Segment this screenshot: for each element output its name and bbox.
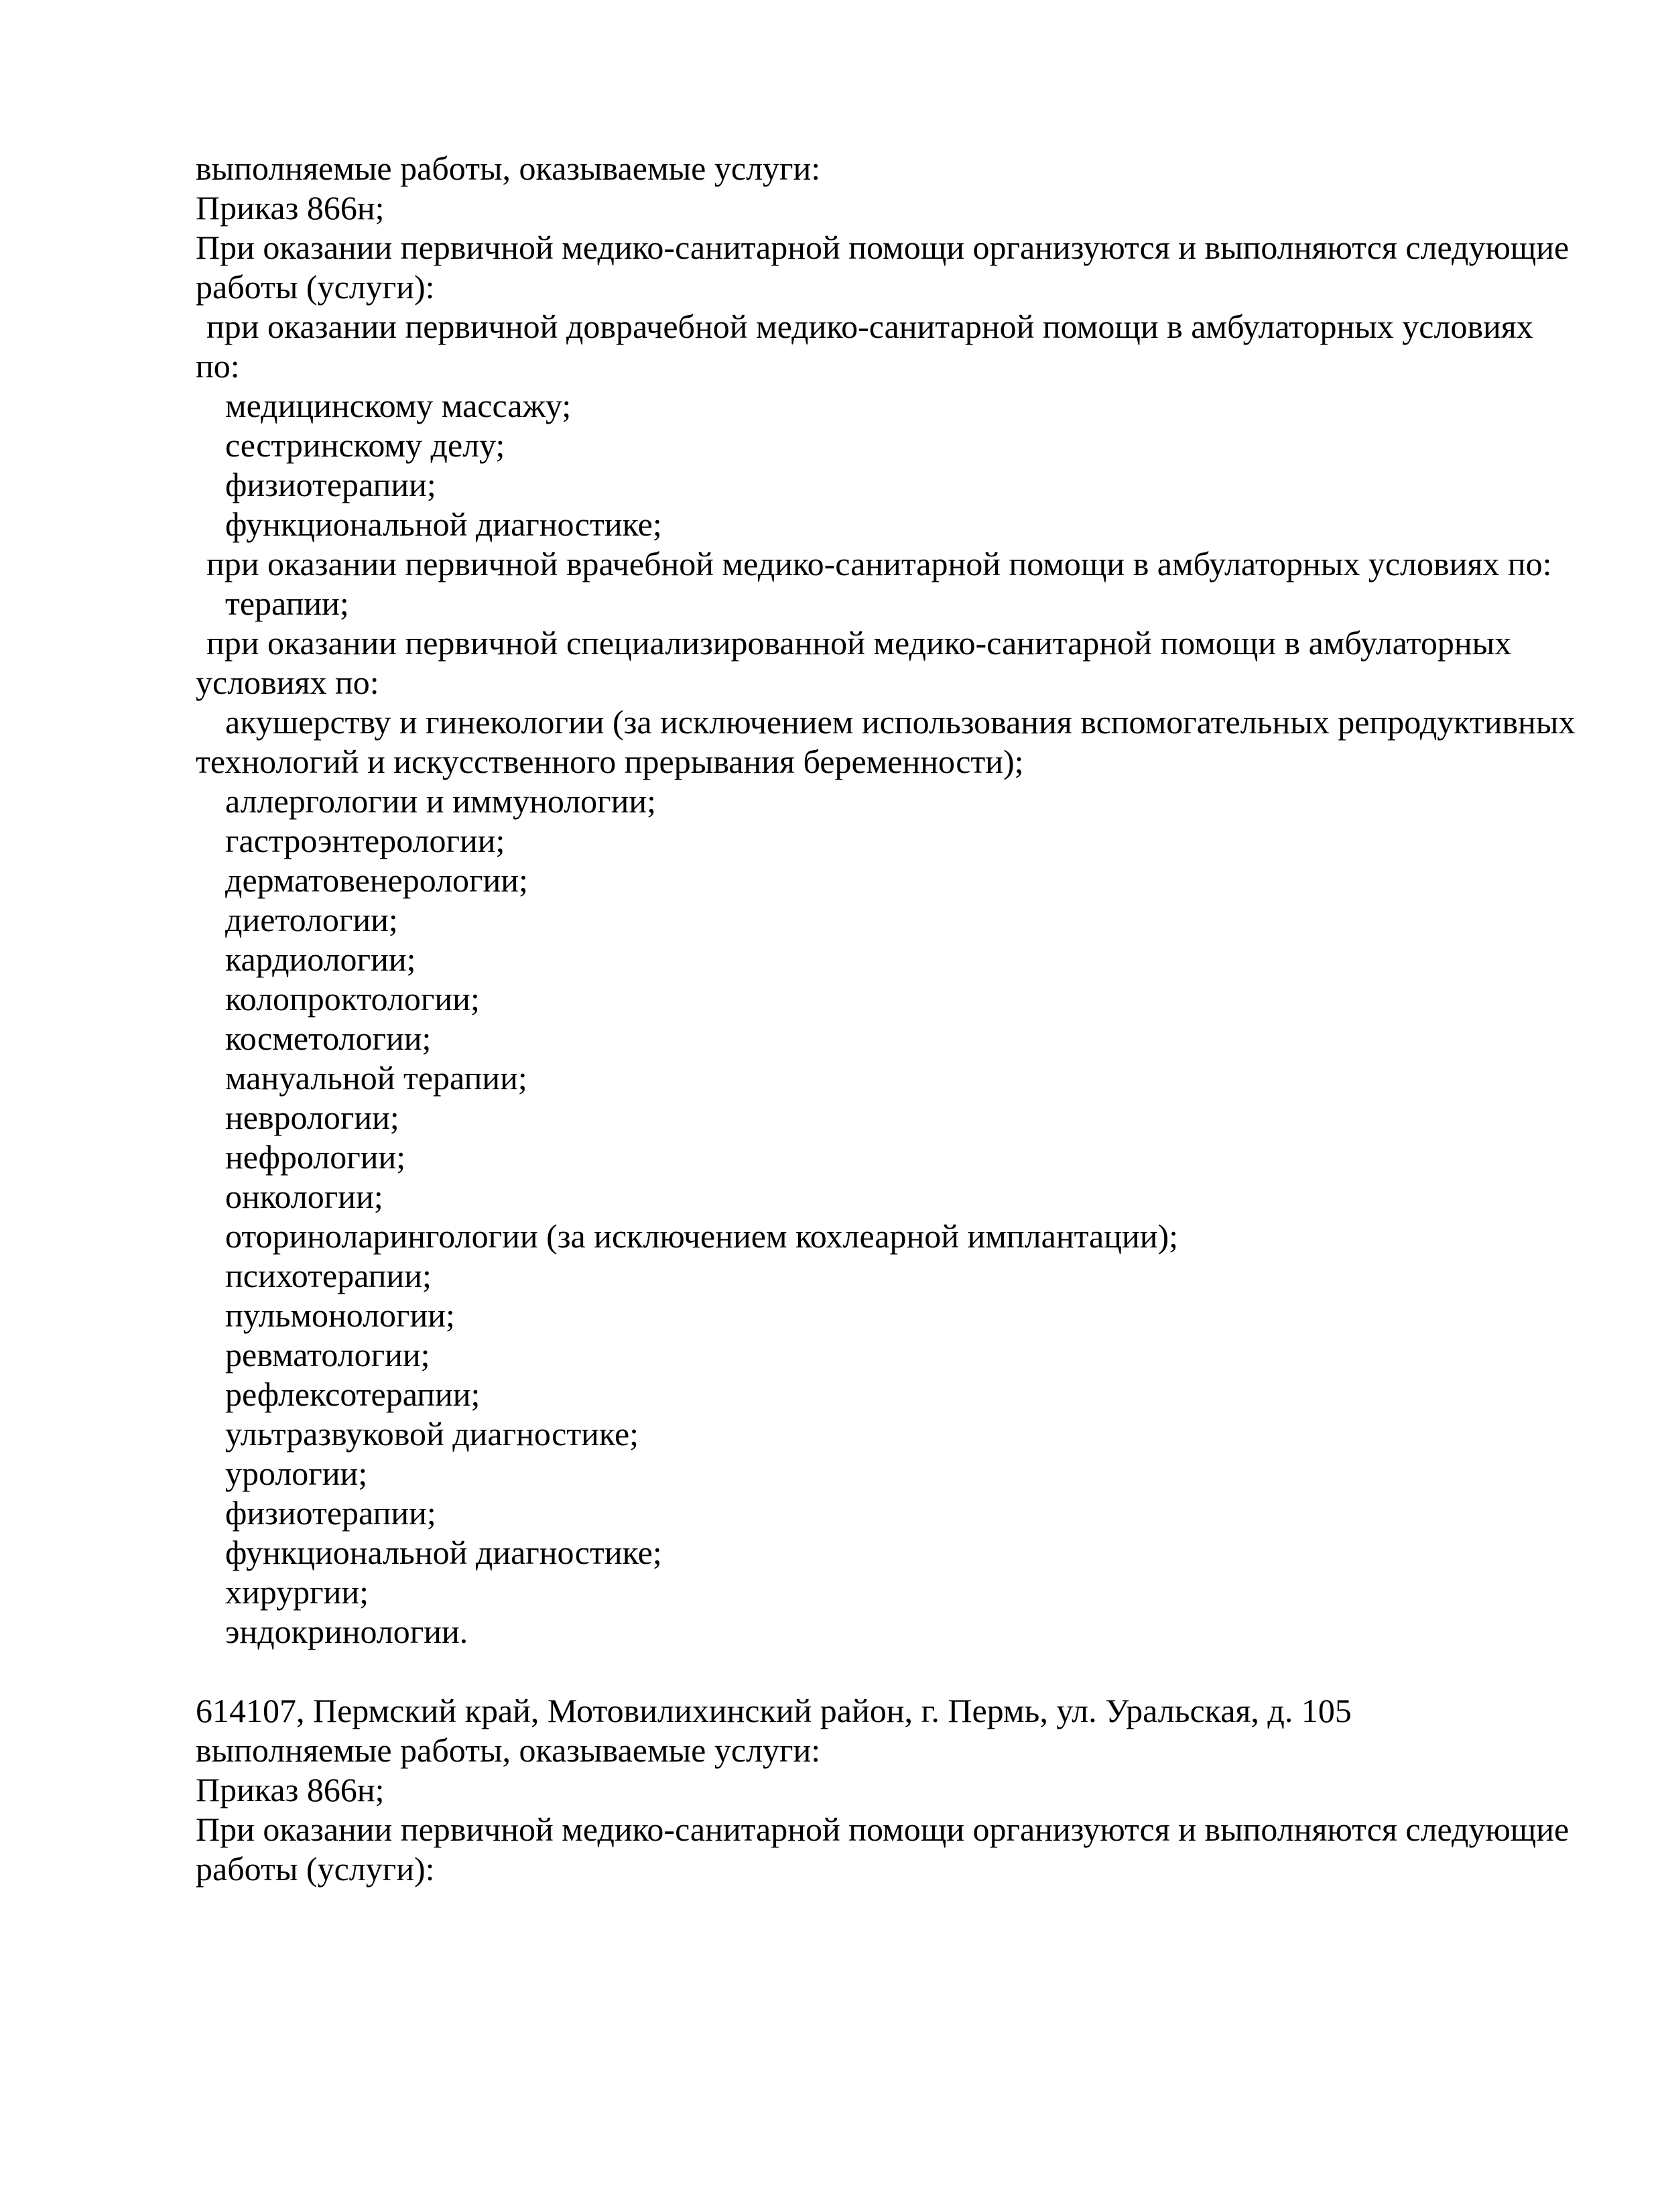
document-line: работы (услуги): — [196, 268, 435, 306]
document-line: гастроэнтерологии; — [225, 822, 505, 859]
document-line: онкологии; — [225, 1178, 383, 1215]
document-line: пульмонологии; — [225, 1296, 455, 1334]
document-line: Приказ 866н; — [196, 189, 385, 227]
document-line: колопроктологии; — [225, 980, 480, 1018]
document-line: аллергологии и иммунологии; — [225, 782, 657, 820]
document-line: выполняемые работы, оказываемые услуги: — [196, 1731, 821, 1769]
document-line: оториноларингологии (за исключением кохлеарной имплантации); — [225, 1217, 1179, 1255]
document-line: психотерапии; — [225, 1257, 432, 1294]
document-line: условиях по: — [196, 664, 379, 701]
document-line: 614107, Пермский край, Мотовилихинский район, г. Пермь, ул. Уральская, д. 105 — [196, 1692, 1352, 1729]
document-line — [196, 1652, 1603, 1691]
document-line: урологии; — [225, 1455, 368, 1492]
document-line: дерматовенерологии; — [225, 861, 528, 899]
document-line: При оказании первичной медико-санитарной помощи организуются и выполняются следующие — [196, 1810, 1570, 1848]
document-line: функциональной диагностике; — [225, 505, 662, 543]
document-line: выполняемые работы, оказываемые услуги: — [196, 149, 821, 187]
document-line: косметологии; — [225, 1020, 432, 1057]
document-line: ультразвуковой диагностике; — [225, 1415, 639, 1453]
document-line: медицинскому массажу; — [225, 387, 572, 424]
document-line: Приказ 866н; — [196, 1771, 385, 1808]
document-line: терапии; — [225, 585, 349, 622]
document-line: мануальной терапии; — [225, 1059, 527, 1097]
document-line: неврологии; — [225, 1099, 399, 1136]
document-line: акушерству и гинекологии (за исключением использования вспомогательных репродуктивных — [225, 703, 1576, 741]
document-line: при оказании первичной врачебной медико-санитарной помощи в амбулаторных условиях по: — [206, 545, 1552, 582]
document-line: нефрологии; — [225, 1138, 406, 1176]
document-line: хирургии; — [225, 1573, 369, 1611]
document-line: технологий и искусственного прерывания беременности); — [196, 743, 1024, 780]
document-line: физиотерапии; — [225, 466, 436, 503]
document-line: при оказании первичной специализированной медико-санитарной помощи в амбулаторных — [206, 624, 1512, 662]
document-line: работы (услуги): — [196, 1850, 435, 1888]
license-text — [196, 149, 1603, 1889]
document-line: сестринскому делу; — [225, 426, 505, 464]
document-line: диетологии; — [225, 901, 398, 938]
document-line: эндокринологии. — [225, 1613, 468, 1650]
document-line: При оказании первичной медико-санитарной помощи организуются и выполняются следующие — [196, 229, 1570, 266]
document-line: рефлексотерапии; — [225, 1375, 481, 1413]
document-line: при оказании первичной доврачебной медико-санитарной помощи в амбулаторных условиях — [206, 308, 1533, 345]
document-line: ревматологии; — [225, 1336, 430, 1373]
document-line: кардиологии; — [225, 940, 416, 978]
document-line: физиотерапии; — [225, 1494, 436, 1532]
document-line: функциональной диагностике; — [225, 1534, 662, 1571]
document-line: по: — [196, 347, 240, 385]
